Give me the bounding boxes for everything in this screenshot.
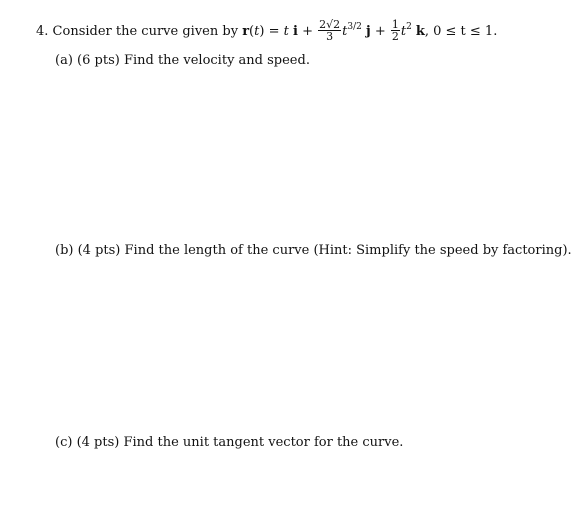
part-a-label: (a) — [55, 53, 73, 68]
part-c-points: (4 pts) — [76, 435, 120, 450]
problem-intro: Consider the curve given by — [52, 24, 239, 39]
j-unit-vector: j — [365, 24, 371, 39]
part-a-text: Find the velocity and speed. — [123, 53, 310, 68]
problem-statement — [36, 18, 498, 43]
exponent-three-halves: 3/2 — [347, 22, 362, 32]
i-unit-vector: i — [292, 24, 298, 39]
part-b-points: (4 pts) — [77, 243, 121, 258]
fraction-2sqrt2-over-3: $\frac{2√2}{3}$ — [319, 18, 341, 43]
part-b — [55, 243, 572, 259]
part-a — [55, 53, 310, 69]
r-symbol: r — [242, 24, 250, 39]
part-c-text: Find the unit tangent vector for the curve. — [123, 435, 404, 450]
exponent-two: 2 — [406, 22, 412, 32]
position-vector-formula: r(t) = t i + $\frac{2√2}{3}$ $t^{3/2}$ j + $\frac{1}{2}$ $t^2$ k, 0 ≤ t ≤ 1. — [242, 18, 498, 43]
problem-number: 4. — [36, 24, 49, 39]
k-unit-vector: k — [415, 24, 425, 39]
part-a-points: (6 pts) — [77, 53, 120, 68]
fraction-one-half: $\frac{1}{2}$ — [391, 18, 399, 43]
part-b-text: Find the length of the curve (Hint: Simplify the speed by factoring). — [124, 243, 572, 258]
part-b-label: (b) — [55, 243, 74, 258]
part-c — [55, 435, 403, 451]
t-range: , 0 ≤ t ≤ 1. — [424, 24, 498, 39]
part-c-label: (c) — [55, 435, 73, 450]
